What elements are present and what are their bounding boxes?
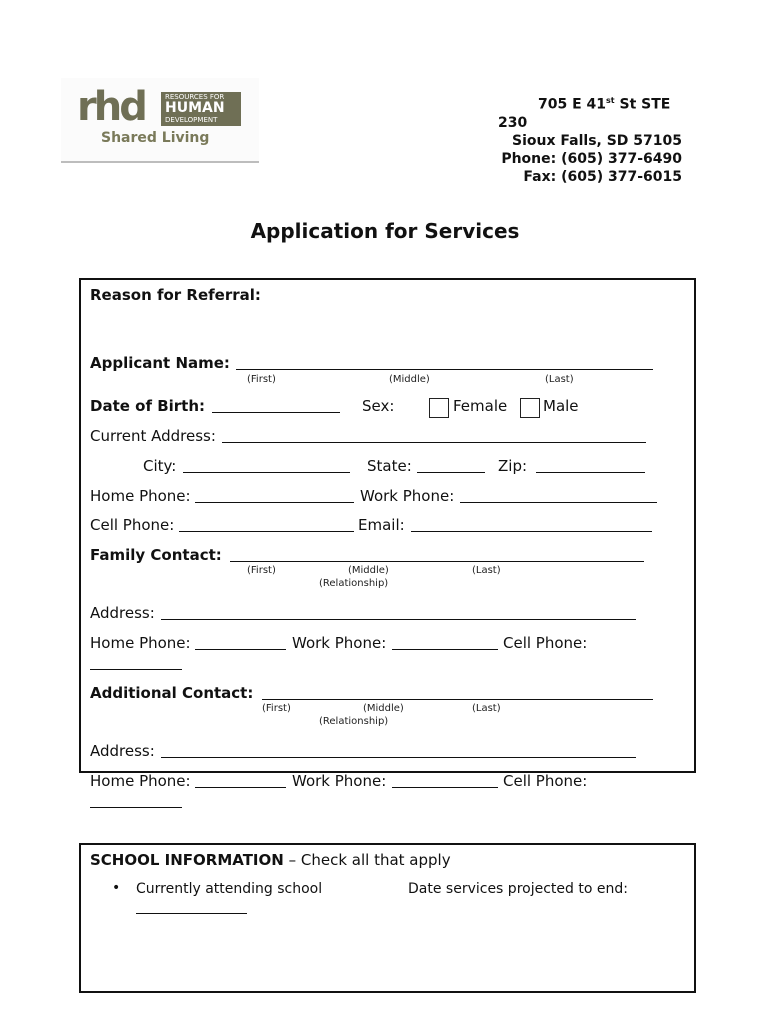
sex-label: Sex: bbox=[362, 397, 395, 415]
family-contact-label: Family Contact: bbox=[90, 546, 222, 564]
applicant-middle-sublabel: (Middle) bbox=[389, 374, 430, 385]
family-address-field[interactable] bbox=[161, 619, 636, 620]
additional-home-phone-field[interactable] bbox=[195, 787, 286, 788]
additional-contact-label: Additional Contact: bbox=[90, 684, 254, 702]
additional-work-phone-label: Work Phone: bbox=[292, 772, 387, 790]
family-cell-phone-field[interactable] bbox=[90, 669, 182, 670]
city-field[interactable] bbox=[183, 472, 350, 473]
applicant-first-sublabel: (First) bbox=[247, 374, 276, 385]
state-label: State: bbox=[367, 457, 412, 475]
zip-field[interactable] bbox=[536, 472, 645, 473]
applicant-name-field[interactable] bbox=[236, 369, 653, 370]
logo-subtitle: Shared Living bbox=[101, 130, 210, 146]
page-title: Application for Services bbox=[250, 219, 520, 243]
applicant-name-label: Applicant Name: bbox=[90, 354, 230, 372]
date-of-birth-field[interactable] bbox=[212, 412, 340, 413]
date-of-birth-label: Date of Birth: bbox=[90, 397, 206, 415]
family-first-sublabel: (First) bbox=[247, 565, 276, 576]
additional-relationship-sublabel: (Relationship) bbox=[319, 716, 389, 727]
current-address-label: Current Address: bbox=[90, 427, 216, 445]
school-heading-title: SCHOOL INFORMATION bbox=[90, 851, 284, 869]
male-label: Male bbox=[543, 397, 579, 415]
family-home-phone-label: Home Phone: bbox=[90, 634, 191, 652]
additional-contact-field[interactable] bbox=[262, 699, 653, 700]
applicant-last-sublabel: (Last) bbox=[545, 374, 574, 385]
address-line1: 705 E 41st St STE bbox=[538, 96, 671, 113]
reason-for-referral-label: Reason for Referral: bbox=[90, 286, 261, 304]
logo-banner-line1: RESOURCES FOR bbox=[165, 93, 225, 101]
school-item-attending: Currently attending school bbox=[136, 881, 323, 897]
additional-middle-sublabel: (Middle) bbox=[363, 703, 404, 714]
school-item-date-end: Date services projected to end: bbox=[408, 881, 628, 897]
family-last-sublabel: (Last) bbox=[472, 565, 501, 576]
family-cell-phone-label: Cell Phone: bbox=[503, 634, 588, 652]
address-line5: Fax: (605) 377-6015 bbox=[523, 168, 682, 185]
office-address bbox=[498, 92, 682, 186]
male-checkbox[interactable] bbox=[520, 398, 540, 418]
family-work-phone-label: Work Phone: bbox=[292, 634, 387, 652]
email-label: Email: bbox=[358, 516, 405, 534]
state-field[interactable] bbox=[417, 472, 485, 473]
home-phone-label: Home Phone: bbox=[90, 487, 191, 505]
email-field[interactable] bbox=[411, 531, 652, 532]
logo bbox=[61, 78, 259, 163]
female-label: Female bbox=[453, 397, 508, 415]
bullet-icon: • bbox=[112, 880, 121, 896]
address-line3: Sioux Falls, SD 57105 bbox=[512, 132, 682, 149]
logo-banner bbox=[161, 92, 241, 126]
additional-work-phone-field[interactable] bbox=[392, 787, 498, 788]
family-address-label: Address: bbox=[90, 604, 155, 622]
zip-label: Zip: bbox=[498, 457, 528, 475]
family-home-phone-field[interactable] bbox=[195, 649, 286, 650]
family-relationship-sublabel: (Relationship) bbox=[319, 578, 389, 589]
address-line4: Phone: (605) 377-6490 bbox=[501, 150, 682, 167]
additional-last-sublabel: (Last) bbox=[472, 703, 501, 714]
work-phone-field[interactable] bbox=[460, 502, 657, 503]
address-line2: 230 bbox=[498, 114, 528, 131]
cell-phone-label: Cell Phone: bbox=[90, 516, 175, 534]
work-phone-label: Work Phone: bbox=[360, 487, 455, 505]
city-label: City: bbox=[143, 457, 177, 475]
logo-banner-line2: HUMAN bbox=[165, 100, 225, 116]
school-heading-suffix: – Check all that apply bbox=[283, 851, 451, 869]
school-heading bbox=[90, 851, 451, 869]
additional-home-phone-label: Home Phone: bbox=[90, 772, 191, 790]
female-checkbox[interactable] bbox=[429, 398, 449, 418]
additional-first-sublabel: (First) bbox=[262, 703, 291, 714]
family-work-phone-field[interactable] bbox=[392, 649, 498, 650]
additional-address-label: Address: bbox=[90, 742, 155, 760]
home-phone-field[interactable] bbox=[195, 502, 354, 503]
logo-banner-line3: DEVELOPMENT bbox=[165, 116, 218, 124]
family-contact-field[interactable] bbox=[230, 561, 644, 562]
logo-mark: rhd bbox=[77, 84, 145, 130]
cell-phone-field[interactable] bbox=[179, 531, 354, 532]
additional-address-field[interactable] bbox=[161, 757, 636, 758]
family-middle-sublabel: (Middle) bbox=[348, 565, 389, 576]
school-attending-field[interactable] bbox=[136, 913, 247, 914]
additional-cell-phone-field[interactable] bbox=[90, 807, 182, 808]
current-address-field[interactable] bbox=[222, 442, 646, 443]
additional-cell-phone-label: Cell Phone: bbox=[503, 772, 588, 790]
